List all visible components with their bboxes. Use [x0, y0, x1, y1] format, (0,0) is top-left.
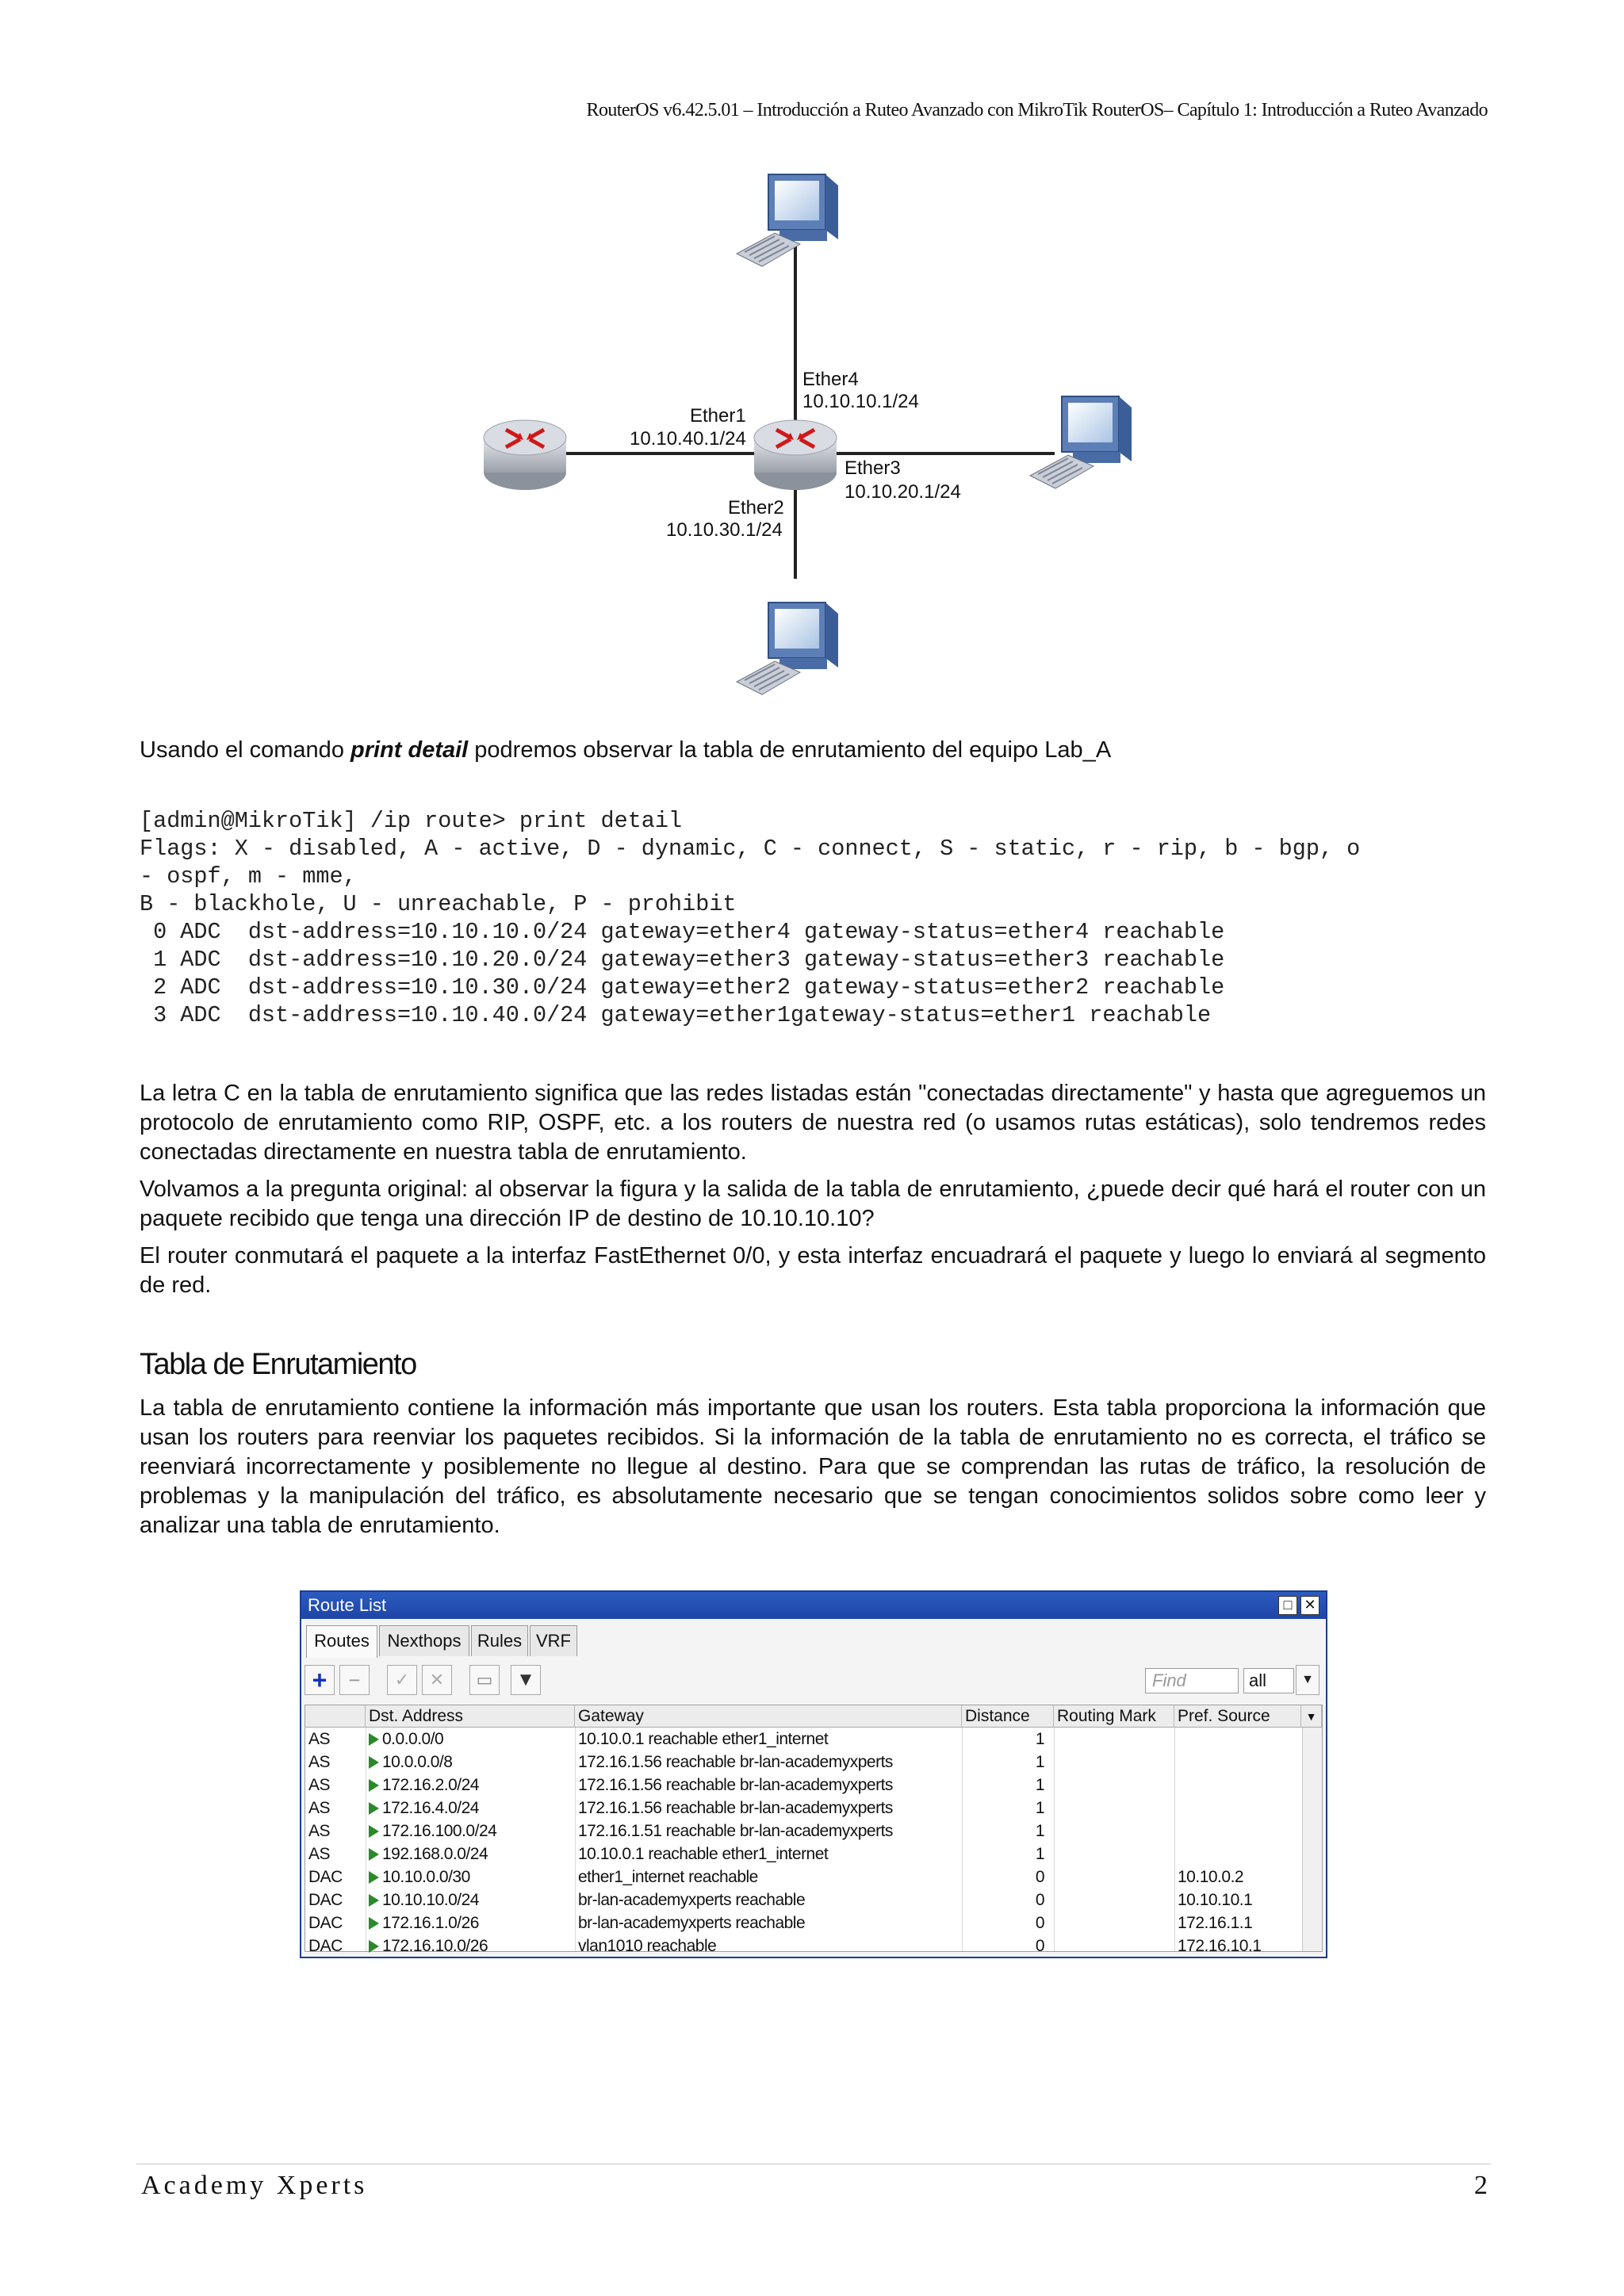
toolbar	[304, 1663, 1320, 1698]
cell-distance: 0	[1035, 1914, 1044, 1932]
cell-dst-text: 172.16.10.0/26	[382, 1937, 488, 1955]
cli-line: Flags: X - disabled, A - active, D - dynamic, C - connect, S - static, r - rip, b - bgp, o	[140, 836, 1361, 862]
cell-dst-text: 10.10.10.0/24	[382, 1891, 479, 1909]
intro-before: Usando el comando	[140, 737, 350, 763]
cell-flags: DAC	[308, 1914, 343, 1932]
cell-dst	[369, 1751, 572, 1774]
cli-output	[140, 807, 1503, 1029]
add-icon[interactable]: +	[304, 1665, 335, 1695]
cell-gateway: br-lan-academyxperts reachable	[578, 1891, 806, 1909]
col-flags-header	[305, 1705, 366, 1728]
cell-dst-text: 172.16.2.0/24	[382, 1776, 479, 1794]
cell-distance: 1	[1035, 1776, 1044, 1794]
tab-routes[interactable]: Routes	[306, 1625, 377, 1658]
cell-dst	[369, 1866, 572, 1888]
cell-flags: AS	[308, 1753, 331, 1771]
cell-dst-text: 172.16.4.0/24	[382, 1799, 479, 1817]
ether2-label: Ether2	[728, 497, 784, 519]
cell-pref	[1178, 1843, 1298, 1866]
table-row[interactable]	[305, 1911, 1301, 1934]
cell-dst	[369, 1797, 572, 1820]
network-diagram	[444, 159, 1205, 729]
pc-icon-top	[737, 174, 838, 266]
dropdown-arrow-icon[interactable]: ▼	[1296, 1665, 1320, 1695]
route-active-icon	[369, 1825, 379, 1838]
comment-icon[interactable]: ▭	[469, 1665, 500, 1695]
cell-distance: 1	[1035, 1822, 1044, 1840]
cell-dst	[369, 1934, 572, 1957]
paragraph-flags-explanation: La letra C en la tabla de enrutamiento significa que las redes listadas están "conectadas directamente" y hasta que agreguemos un protocolo de enrutamiento como RIP, OSPF, etc. a los routers de nuestra red (o usamos rutas estáticas), solo tendremos redes conectadas directamente en nuestra tabla de enrutamiento.	[140, 1081, 1486, 1165]
pc-icon-right	[1030, 396, 1132, 488]
cell-gateway: 10.10.0.1 reachable ether1_internet	[578, 1730, 829, 1748]
page-number: 2	[1474, 2171, 1488, 2200]
cli-line: B - blackhole, U - unreachable, P - prohibit	[140, 891, 737, 917]
cell-dst	[369, 1820, 572, 1843]
cell-pref	[1178, 1774, 1298, 1797]
window-title-bar[interactable]	[301, 1592, 1326, 1619]
col-gateway-header[interactable]: Gateway	[575, 1705, 962, 1728]
cell-dst-text: 10.10.0.0/30	[382, 1868, 470, 1886]
cell-distance: 1	[1035, 1730, 1044, 1748]
filter-select[interactable]: all	[1243, 1668, 1294, 1693]
window-title: Route List	[308, 1595, 387, 1615]
cell-mark	[1057, 1866, 1171, 1888]
cell-flags: AS	[308, 1845, 331, 1863]
maximize-icon[interactable]: □	[1278, 1596, 1297, 1615]
cell-gateway: 172.16.1.56 reachable br-lan-academyxperts	[578, 1799, 893, 1817]
section-heading: Tabla de Enrutamiento	[140, 1348, 416, 1381]
route-active-icon	[369, 1848, 379, 1861]
cell-mark	[1057, 1934, 1171, 1957]
cell-mark	[1057, 1774, 1171, 1797]
cell-flags: AS	[308, 1730, 331, 1748]
ether1-label: Ether1	[690, 405, 746, 427]
ether2-ip: 10.10.30.1/24	[666, 519, 783, 541]
cli-line: 0 ADC dst-address=10.10.10.0/24 gateway=ether4 gateway-status=ether4 reachable	[140, 919, 1225, 945]
cell-distance: 0	[1035, 1868, 1044, 1886]
cell-pref	[1178, 1751, 1298, 1774]
col-distance-header[interactable]: Distance	[962, 1705, 1054, 1728]
table-row[interactable]	[305, 1774, 1301, 1797]
table-row[interactable]	[305, 1866, 1301, 1888]
cell-mark	[1057, 1751, 1171, 1774]
cell-distance: 0	[1035, 1891, 1044, 1909]
scrollbar[interactable]	[1302, 1728, 1322, 1951]
cell-distance: 1	[1035, 1845, 1044, 1863]
intro-paragraph	[140, 736, 1486, 765]
find-input[interactable]: Find	[1145, 1668, 1239, 1693]
cell-dst-text: 10.0.0.0/8	[382, 1753, 453, 1771]
cell-mark	[1057, 1728, 1171, 1751]
cell-dst-text: 0.0.0.0/0	[382, 1730, 444, 1748]
tab-nexthops[interactable]: Nexthops	[379, 1625, 469, 1656]
cell-mark	[1057, 1797, 1171, 1820]
cell-mark	[1057, 1820, 1171, 1843]
route-active-icon	[369, 1917, 379, 1930]
cell-dst-text: 192.168.0.0/24	[382, 1845, 488, 1863]
enable-icon[interactable]: ✓	[387, 1665, 417, 1695]
cell-gateway: br-lan-academyxperts reachable	[578, 1914, 806, 1932]
col-pref-source-header[interactable]: Pref. Source	[1174, 1705, 1301, 1728]
remove-icon[interactable]: −	[339, 1665, 370, 1695]
intro-command: print detail	[350, 737, 469, 763]
cell-gateway: 10.10.0.1 reachable ether1_internet	[578, 1845, 829, 1863]
footer-brand: Academy Xperts	[141, 2171, 368, 2200]
cell-flags: DAC	[308, 1937, 343, 1955]
route-active-icon	[369, 1871, 379, 1884]
cell-distance: 1	[1035, 1753, 1044, 1771]
route-active-icon	[369, 1779, 379, 1792]
cell-distance: 0	[1035, 1937, 1044, 1955]
cell-dst	[369, 1888, 572, 1911]
cell-dst	[369, 1728, 572, 1751]
cell-mark	[1057, 1911, 1171, 1934]
paragraph-routing-table: La tabla de enrutamiento contiene la información más importante que usan los routers. Esta tabla proporciona la información que usan los routers para reenviar los paquetes recibidos. Si la información de la tabla de enrutamiento no es correcta, el tráfico se reenviará incorrectamente y posiblemente no llegue al destino. Para que se comprendan las rutas de tráfico, la resolución de problemas y la manipulación del tráfico, es absolutamente necesario que se tengan conocimientos solidos sobre como leer y analizar una tabla de enrutamiento.	[140, 1395, 1486, 1538]
cell-pref: 172.16.10.1	[1178, 1937, 1262, 1955]
cell-pref	[1178, 1728, 1298, 1751]
cell-mark	[1057, 1888, 1171, 1911]
intro-after: podremos observar la tabla de enrutamiento del equipo Lab_A	[468, 737, 1112, 763]
table-row[interactable]	[305, 1797, 1301, 1820]
table-row[interactable]	[305, 1751, 1301, 1774]
route-list-window	[300, 1590, 1327, 1958]
ether3-label: Ether3	[845, 457, 901, 479]
ether3-ip: 10.10.20.1/24	[845, 481, 961, 503]
cell-pref: 10.10.0.2	[1178, 1868, 1244, 1886]
paragraph-question: Volvamos a la pregunta original: al observar la figura y la salida de la tabla de enrutamiento, ¿puede decir qué hará el router con un paquete recibido que tenga una dirección IP de destino de 10.10.10.10?	[140, 1177, 1486, 1231]
cell-dst	[369, 1774, 572, 1797]
cell-mark	[1057, 1843, 1171, 1866]
cell-pref	[1178, 1820, 1298, 1843]
cli-line: 2 ADC dst-address=10.10.30.0/24 gateway=ether2 gateway-status=ether2 reachable	[140, 974, 1225, 1001]
cell-gateway: ether1_internet reachable	[578, 1868, 758, 1886]
ether4-label: Ether4	[802, 369, 859, 390]
cli-line: 3 ADC dst-address=10.10.40.0/24 gateway=ether1gateway-status=ether1 reachable	[140, 1002, 1212, 1028]
cli-line: - ospf, m - mme,	[140, 863, 357, 890]
cell-dst-text: 172.16.1.0/26	[382, 1914, 479, 1932]
cell-gateway: vlan1010 reachable	[578, 1937, 717, 1955]
cell-pref	[1178, 1797, 1298, 1820]
filter-icon[interactable]: ▼	[511, 1665, 541, 1695]
cell-flags: AS	[308, 1822, 331, 1840]
table-row[interactable]	[305, 1820, 1301, 1843]
table-row[interactable]	[305, 1888, 1301, 1911]
cell-gateway: 172.16.1.56 reachable br-lan-academyxperts	[578, 1776, 893, 1794]
table-row[interactable]	[305, 1843, 1301, 1866]
cell-flags: DAC	[308, 1891, 343, 1909]
cell-flags: DAC	[308, 1868, 343, 1886]
disable-icon[interactable]: ✕	[422, 1665, 452, 1695]
ether1-ip: 10.10.40.1/24	[630, 428, 746, 450]
cell-flags: AS	[308, 1799, 331, 1817]
cell-gateway: 172.16.1.56 reachable br-lan-academyxperts	[578, 1753, 893, 1771]
tab-rules[interactable]: Rules	[471, 1625, 528, 1656]
pc-icon-bottom	[737, 603, 838, 695]
route-table	[304, 1705, 1323, 1955]
cli-line: [admin@MikroTik] /ip route> print detail	[140, 808, 683, 834]
ether4-ip: 10.10.10.1/24	[802, 391, 919, 412]
cell-dst	[369, 1911, 572, 1934]
router-icon-center	[754, 420, 837, 490]
cli-line: 1 ADC dst-address=10.10.20.0/24 gateway=ether3 gateway-status=ether3 reachable	[140, 947, 1225, 973]
cell-gateway: 172.16.1.51 reachable br-lan-academyxperts	[578, 1822, 893, 1840]
tab-vrf[interactable]: VRF	[530, 1625, 577, 1656]
close-icon[interactable]: ✕	[1300, 1596, 1320, 1615]
route-active-icon	[369, 1733, 379, 1746]
route-active-icon	[369, 1894, 379, 1907]
running-header: RouterOS v6.42.5.01 – Introducción a Ruteo Avanzado con MikroTik RouterOS– Capítulo 1: Introducción a Ruteo Avanzado	[586, 100, 1488, 121]
table-row[interactable]	[305, 1934, 1301, 1957]
cell-distance: 1	[1035, 1799, 1044, 1817]
route-active-icon	[369, 1940, 379, 1953]
col-dst-header[interactable]: Dst. Address	[366, 1705, 575, 1728]
paragraph-answer: El router conmutará el paquete a la interfaz FastEthernet 0/0, y esta interfaz encuadrará el paquete y luego lo enviará al segmento de red.	[140, 1243, 1486, 1298]
cell-pref: 172.16.1.1	[1178, 1914, 1253, 1932]
col-routing-mark-header[interactable]: Routing Mark	[1054, 1705, 1174, 1728]
column-menu-icon[interactable]: ▼	[1301, 1705, 1322, 1728]
cell-flags: AS	[308, 1776, 331, 1794]
cell-dst-text: 172.16.100.0/24	[382, 1822, 497, 1840]
cell-dst	[369, 1843, 572, 1866]
cell-pref: 10.10.10.1	[1178, 1891, 1253, 1909]
route-active-icon	[369, 1802, 379, 1815]
router-icon-left	[484, 420, 566, 490]
table-row[interactable]	[305, 1728, 1301, 1751]
route-active-icon	[369, 1756, 379, 1769]
